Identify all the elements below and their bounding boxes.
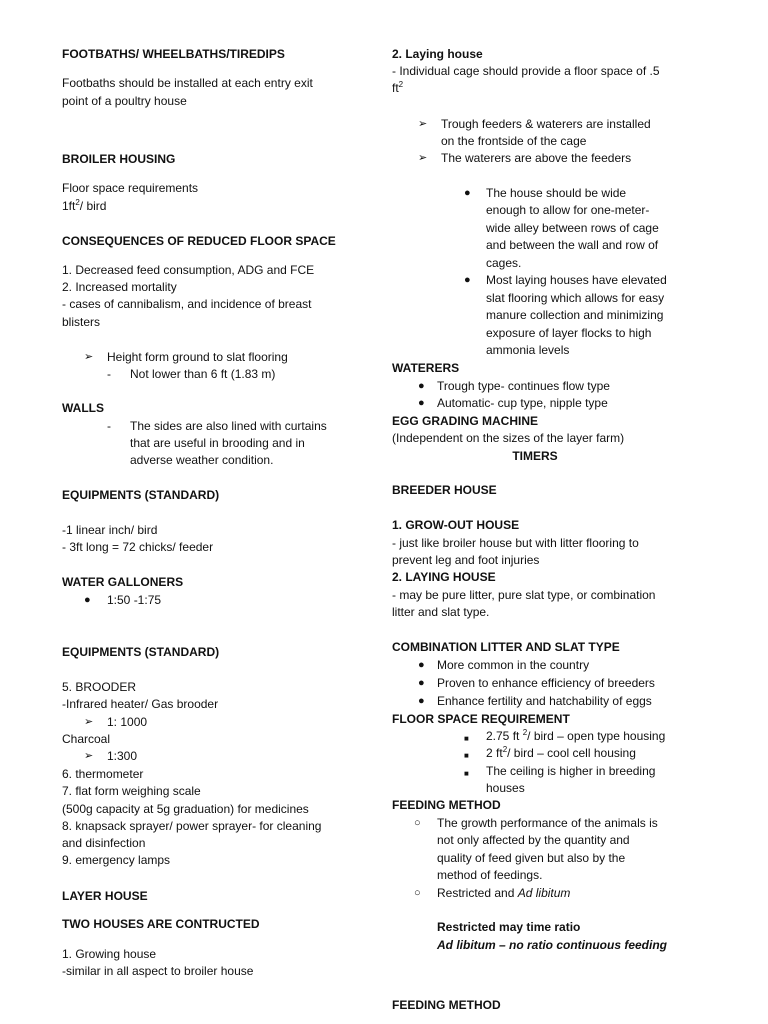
brooder-item: 5. BROODER <box>62 680 137 694</box>
wide-text-3: wide alley between rows of cage <box>486 221 659 235</box>
ad-libitum-line: Ad libitum – no ratio continuous feeding <box>437 938 667 952</box>
growing-house-item: 1. Growing house <box>62 947 157 961</box>
waterers-heading: WATERERS <box>392 361 460 375</box>
restricted-ratio-line: Restricted may time ratio <box>437 920 581 934</box>
consequences-heading: CONSEQUENCES OF REDUCED FLOOR SPACE <box>62 234 336 248</box>
square-bullet-icon: ■ <box>464 734 469 743</box>
equipments-heading-1: EQUIPMENTS (STANDARD) <box>62 488 220 502</box>
wide-text-2: enough to allow for one-meter- <box>486 203 650 217</box>
ratio-300: 1:300 <box>107 749 138 763</box>
trough-type-item: Trough type- continues flow type <box>437 379 610 393</box>
egg-grading-heading: EGG GRADING MACHINE <box>392 414 539 428</box>
combination-item-1: More common in the country <box>437 658 590 672</box>
dot-bullet-icon: ● <box>464 187 471 199</box>
footbaths-text-2: point of a poultry house <box>62 94 187 108</box>
broiler-heading: BROILER HOUSING <box>62 152 176 166</box>
consequence-1: 1. Decreased feed consumption, ADG and FCE <box>62 263 315 277</box>
two-houses-heading: TWO HOUSES ARE CONTRUCTED <box>62 917 260 931</box>
feeding-method-heading-2: FEEDING METHOD <box>392 998 501 1012</box>
feeding-text-1: The growth performance of the animals is <box>437 816 658 830</box>
dot-bullet-icon: ● <box>418 659 425 671</box>
ratio-1000: 1: 1000 <box>107 715 148 729</box>
lamps-item: 9. emergency lamps <box>62 853 171 867</box>
floor-space-item-2: 2 $ft^2/$ bird – cool cell housing <box>486 745 636 760</box>
slat-text-2: slat flooring which allows for easy <box>486 291 665 305</box>
grow-out-text-2: prevent leg and foot injuries <box>392 553 540 567</box>
floor-space-item-3b: houses <box>486 781 525 795</box>
arrow-bullet-icon: ➢ <box>84 351 94 363</box>
walls-text-2: that are useful in brooding and in <box>130 436 305 450</box>
combination-heading: COMBINATION LITTER AND SLAT TYPE <box>392 640 620 654</box>
slat-text-1: Most laying houses have elevated <box>486 273 667 287</box>
water-galloners-item: 1:50 -1:75 <box>107 593 162 607</box>
arrow-bullet-icon: ➢ <box>84 716 94 728</box>
cage-text-1: - Individual cage should provide a floor space of .5 <box>392 64 660 78</box>
laying-house-2-heading: 2. LAYING HOUSE <box>392 570 496 584</box>
cage-text-2: $ft^2$ <box>392 80 404 95</box>
height-subitem: Not lower than 6 ft (1.83 m) <box>130 367 276 381</box>
scale-detail: (500g capacity at 5g graduation) for medicines <box>62 802 309 816</box>
floor-requirement-value: $1ft^2/$ bird <box>62 198 107 213</box>
trough-item-2: on the frontside of the cage <box>441 134 587 148</box>
consequence-2: 2. Increased mortality <box>62 280 177 294</box>
floor-space-item-3a: The ceiling is higher in breeding <box>486 764 656 778</box>
consequence-3a: - cases of cannibalism, and incidence of breast <box>62 297 312 311</box>
floor-requirement-label: Floor space requirements <box>62 181 199 195</box>
square-bullet-icon: ■ <box>464 769 469 778</box>
waterers-above-item: The waterers are above the feeders <box>441 151 632 165</box>
wide-text-4: and between the wall and row of <box>486 238 659 252</box>
dot-bullet-icon: ● <box>418 380 425 392</box>
equipments-heading-2: EQUIPMENTS (STANDARD) <box>62 645 220 659</box>
feeding-text-3: quality of feed given but also by the <box>437 851 626 865</box>
thermometer-item: 6. thermometer <box>62 767 144 781</box>
water-galloners-heading: WATER GALLONERS <box>62 575 184 589</box>
equipment-line-1: -1 linear inch/ bird <box>62 523 158 537</box>
walls-text-3: adverse weather condition. <box>130 453 274 467</box>
dot-bullet-icon: ● <box>84 594 91 606</box>
arrow-bullet-icon: ➢ <box>418 152 428 164</box>
equipment-line-2: - 3ft long = 72 chicks/ feeder <box>62 540 214 554</box>
arrow-bullet-icon: ➢ <box>418 118 428 130</box>
wide-text-5: cages. <box>486 256 522 270</box>
grow-out-text-1: - just like broiler house but with litter flooring to <box>392 536 639 550</box>
dot-bullet-icon: ● <box>418 677 425 689</box>
footbaths-heading: FOOTBATHS/ WHEELBATHS/TIREDIPS <box>62 47 285 61</box>
floor-space-heading: FLOOR SPACE REQUIREMENT <box>392 712 570 726</box>
automatic-type-item: Automatic- cup type, nipple type <box>437 396 608 410</box>
walls-text-1: The sides are also lined with curtains <box>130 419 327 433</box>
charcoal-item: Charcoal <box>62 732 111 746</box>
circle-bullet-icon: ○ <box>414 887 421 899</box>
restricted-item: Restricted and Ad libitum <box>437 886 571 900</box>
dot-bullet-icon: ● <box>418 397 425 409</box>
growing-house-detail: -similar in all aspect to broiler house <box>62 964 254 978</box>
square-bullet-icon: ■ <box>464 751 469 760</box>
pure-litter-text-1: - may be pure litter, pure slat type, or combination <box>392 588 656 602</box>
slat-text-4: exposure of layer flocks to high <box>486 326 652 340</box>
sprayer-detail: and disinfection <box>62 836 146 850</box>
trough-item-1: Trough feeders & waterers are installed <box>441 117 651 131</box>
walls-heading: WALLS <box>62 401 104 415</box>
floor-space-item-1: 2.75 ft $^2$/ bird – open type housing <box>486 728 666 743</box>
feeding-text-2: not only affected by the quantity and <box>437 833 630 847</box>
combination-item-2: Proven to enhance efficiency of breeders <box>437 676 655 690</box>
breeder-heading: BREEDER HOUSE <box>392 483 497 497</box>
dash-bullet-icon: - <box>107 419 111 433</box>
infrared-item: -Infrared heater/ Gas brooder <box>62 697 219 711</box>
footbaths-text-1: Footbaths should be installed at each entry exit <box>62 76 313 90</box>
slat-text-3: manure collection and minimizing <box>486 308 664 322</box>
dot-bullet-icon: ● <box>418 695 425 707</box>
laying-house-heading: 2. Laying house <box>392 47 483 61</box>
height-item: Height form ground to slat flooring <box>107 350 288 364</box>
egg-grading-subtext: (Independent on the sizes of the layer farm) <box>392 431 625 445</box>
feeding-method-heading: FEEDING METHOD <box>392 798 501 812</box>
sprayer-item: 8. knapsack sprayer/ power sprayer- for cleaning <box>62 819 322 833</box>
pure-litter-text-2: litter and slat type. <box>392 605 490 619</box>
grow-out-heading: 1. GROW-OUT HOUSE <box>392 518 520 532</box>
dot-bullet-icon: ● <box>464 274 471 286</box>
combination-item-3: Enhance fertility and hatchability of eggs <box>437 694 652 708</box>
scale-item: 7. flat form weighing scale <box>62 784 201 798</box>
slat-text-5: ammonia levels <box>486 343 570 357</box>
arrow-bullet-icon: ➢ <box>84 750 94 762</box>
circle-bullet-icon: ○ <box>414 817 421 829</box>
wide-text-1: The house should be wide <box>486 186 627 200</box>
timers-heading: TIMERS <box>512 449 558 463</box>
layer-house-heading: LAYER HOUSE <box>62 889 148 903</box>
feeding-text-4: method of feedings. <box>437 868 543 882</box>
consequence-3b: blisters <box>62 315 101 329</box>
dash-bullet-icon: - <box>107 367 111 381</box>
